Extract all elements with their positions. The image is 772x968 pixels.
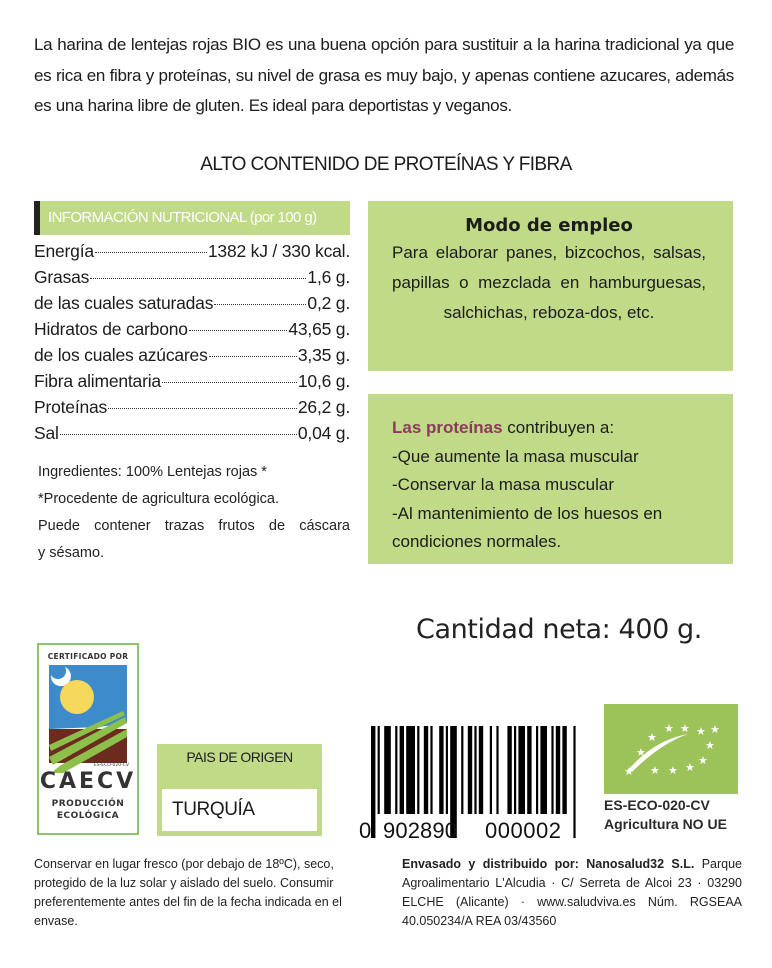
nutrition-row <box>34 319 350 345</box>
nutrient-value: 0,04 g. <box>297 423 350 443</box>
nutrition-row <box>34 267 350 293</box>
nutrition-row <box>34 345 350 371</box>
eu-code: ES-ECO-020-CV <box>604 797 710 813</box>
barcode-bar <box>468 726 472 814</box>
barcode-bar <box>395 726 397 814</box>
barcode-bar <box>446 726 448 814</box>
barcode-bars <box>355 726 595 841</box>
barcode-bar <box>514 726 516 814</box>
svg-text:★: ★ <box>624 765 634 778</box>
nutrient-value: 3,35 g. <box>297 345 350 365</box>
barcode-bar <box>371 726 375 838</box>
nutrition-row <box>34 293 350 319</box>
ingredients <box>38 459 350 567</box>
barcode-bar <box>562 726 566 814</box>
nutrient-label: de las cuales saturadas <box>34 293 214 313</box>
nutrient-value: 0,2 g. <box>307 293 350 313</box>
proteins-item: -Conservar la masa muscular <box>392 475 615 494</box>
barcode-bar <box>424 726 428 814</box>
svg-text:★: ★ <box>664 722 674 735</box>
nutrient-label: Sal <box>34 423 59 443</box>
ingredients-label: Ingredientes: <box>38 464 122 480</box>
ingredients-value: 100% Lentejas rojas * <box>125 464 267 480</box>
traces-warning-cont: y sésamo. <box>38 545 105 561</box>
nutrition-row <box>34 371 350 397</box>
caecv-prod-line1: PRODUCCIÓN <box>51 799 125 809</box>
barcode-bar <box>573 726 575 838</box>
barcode-bar <box>556 726 560 814</box>
net-quantity: Cantidad neta: 400 g. <box>416 614 702 645</box>
storage-instructions: Conservar en lugar fresco (por debajo de 18ºC), seco, protegido de la luz solar y aislado del suelo. Consumir preferentemente antes del fin de la fecha indicada en el envase. <box>34 857 342 928</box>
product-description: La harina de lentejas rojas BIO es una buena opción para sustituir a la harina tradicional ya que es rica en fibra y proteínas, su nivel de grasa es muy bajo, y apenas contiene azucares, además es una harina libre de gluten. Es ideal para deportistas y veganos. <box>34 35 734 115</box>
proteins-item: -Al mantenimiento de los huesos en condiciones normales. <box>392 503 663 551</box>
eu-organic-logo <box>604 704 738 794</box>
caecv-cert-label: CERTIFICADO POR <box>47 652 129 661</box>
svg-text:★: ★ <box>685 761 695 774</box>
proteins-accent: Las proteínas <box>392 418 503 437</box>
nutrition-row <box>34 241 350 267</box>
barcode <box>355 726 595 841</box>
barcode-digits-left: 902890 <box>383 818 457 841</box>
svg-text:★: ★ <box>668 764 678 777</box>
barcode-bar <box>540 726 547 814</box>
barcode-digits-right: 000002 <box>485 818 561 841</box>
nutrient-value: 1,6 g. <box>307 267 350 287</box>
origin-label: PAIS DE ORIGEN <box>186 749 293 765</box>
barcode-bar <box>507 726 511 814</box>
barcode-bar <box>430 726 432 814</box>
nutrition-row <box>34 397 350 423</box>
barcode-bar <box>536 726 538 814</box>
svg-text:★: ★ <box>647 731 657 744</box>
caecv-landscape-icon <box>49 665 127 773</box>
nutrient-label: Hidratos de carbono <box>34 319 188 339</box>
usage-title: Modo de empleo <box>465 215 633 236</box>
svg-text:★: ★ <box>636 746 646 759</box>
svg-text:★: ★ <box>696 725 706 738</box>
svg-text:★: ★ <box>698 754 708 767</box>
nutrition-row <box>34 423 350 449</box>
barcode-bar <box>490 726 492 814</box>
traces-warning: Puede contener trazas frutos de cáscara <box>38 518 350 534</box>
caecv-code: ES-ECO-020-CV <box>93 763 129 768</box>
eu-organic-text <box>604 796 727 834</box>
barcode-bar <box>496 726 498 814</box>
barcode-bar <box>406 726 415 814</box>
barcode-bar <box>518 726 525 814</box>
nutrient-value: 26,2 g. <box>297 397 350 417</box>
nutrient-value: 43,65 g. <box>288 319 350 339</box>
distributor-info <box>402 855 742 931</box>
svg-text:★: ★ <box>680 722 690 735</box>
usage-text: Para elaborar panes, bizcochos, salsas, papillas o mezclada en hamburguesas, salchichas, reboza-dos, etc. <box>392 243 706 322</box>
origin-box <box>157 744 322 836</box>
barcode-bar <box>474 726 476 814</box>
barcode-bar <box>551 726 553 814</box>
caecv-logo <box>37 643 139 835</box>
nutrient-value: 10,6 g. <box>297 371 350 391</box>
barcode-bar <box>378 726 380 814</box>
nutrient-label: Proteínas <box>34 397 108 417</box>
headline: ALTO CONTENIDO DE PROTEÍNAS Y FIBRA <box>200 154 572 175</box>
barcode-bar <box>461 726 463 814</box>
svg-text:★: ★ <box>650 764 660 777</box>
barcode-digit-first: 0 <box>359 818 372 841</box>
barcode-bar <box>479 726 483 814</box>
caecv-prod-line2: ECOLÓGICA <box>56 811 120 821</box>
nutrient-label: Grasas <box>34 267 90 287</box>
ingredients-note: *Procedente de agricultura ecológica. <box>38 491 280 507</box>
barcode-bar <box>384 726 391 814</box>
usage-box <box>368 201 733 371</box>
proteins-intro: contribuyen a: <box>502 418 615 437</box>
nutrient-label: Energía <box>34 241 94 261</box>
eu-agriculture: Agricultura NO UE <box>604 816 727 832</box>
nutrition-header: INFORMACIÓN NUTRICIONAL (por 100 g) <box>34 201 350 235</box>
eu-leaf-icon <box>604 704 738 794</box>
caecv-name: CAECV <box>39 769 137 794</box>
nutrition-table <box>34 241 350 449</box>
distributor-name: Envasado y distribuido por: Nanosalud32 S.L. <box>402 857 695 871</box>
barcode-bar <box>417 726 419 814</box>
nutrient-label: Fibra alimentaria <box>34 371 161 391</box>
caecv-production <box>39 798 137 822</box>
distributor-address: Parque Agroalimentario L'Alcudia · C/ Serreta de Alcoi 23 · 03290 ELCHE (Alicante) · www.saludviva.es Núm. RGSEAA 40.050234/A REA 03/43560 <box>402 857 742 928</box>
origin-value: TURQUÍA <box>162 789 317 831</box>
svg-text:★: ★ <box>710 723 720 736</box>
proteins-box <box>368 394 733 564</box>
barcode-bar <box>439 726 443 814</box>
barcode-bar <box>527 726 531 814</box>
barcode-bar <box>400 726 404 814</box>
nutrient-value: 1382 kJ / 330 kcal. <box>207 241 350 261</box>
nutrient-label: de los cuales azúcares <box>34 345 208 365</box>
svg-text:★: ★ <box>705 739 715 752</box>
proteins-item: -Que aumente la masa muscular <box>392 446 639 466</box>
